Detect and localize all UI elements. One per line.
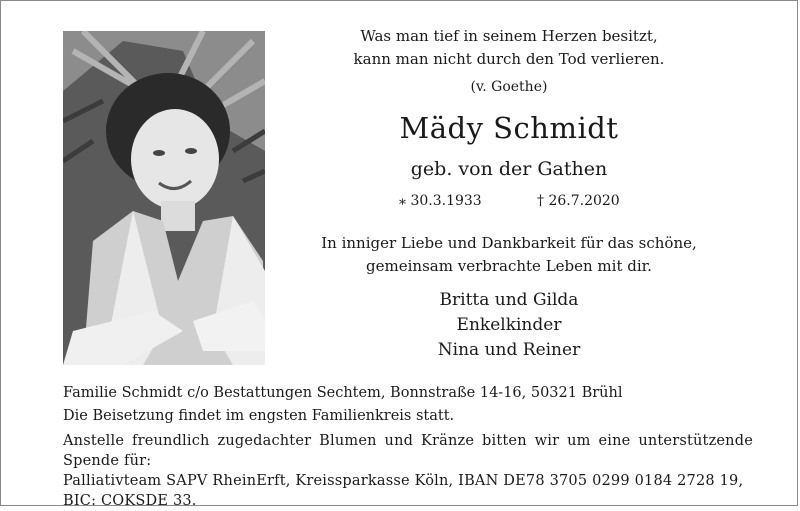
thanks-line: In inniger Liebe und Dankbarkeit für das schöne, <box>321 234 697 252</box>
birth-star-icon: * <box>399 197 406 213</box>
goethe-quote <box>301 25 717 71</box>
mourner-item: Nina und Reiner <box>437 340 581 360</box>
birth-date <box>399 193 482 213</box>
maiden-name: geb. von der Gathen <box>410 158 608 180</box>
donation-line: BIC: COKSDE 33. <box>63 493 197 509</box>
mourner-item: Britta und Gilda <box>439 290 579 310</box>
deceased-name: Mädy Schmidt <box>399 111 619 145</box>
donation-line: Palliativteam SAPV RheinErft, Kreissparkasse Köln, IBAN DE78 3705 0299 0184 2728 19, <box>63 473 744 489</box>
thanks-text <box>301 232 717 278</box>
funeral-note: Die Beisetzung findet im engsten Familienkreis statt. <box>63 408 455 424</box>
cross-icon: † <box>537 193 544 209</box>
death-date-value: 26.7.2020 <box>548 193 620 209</box>
family-address: Familie Schmidt c/o Bestattungen Sechtem, Bonnstraße 14-16, 50321 Brühl <box>63 385 623 401</box>
quote-author: (v. Goethe) <box>470 79 548 95</box>
donation-line: Anstelle freundlich zugedachter Blumen und Kränze bitten wir um eine unterstützende Spende für: <box>63 433 753 469</box>
quote-line: Was man tief in seinem Herzen besitzt, <box>360 27 658 45</box>
portrait-photo <box>63 31 265 365</box>
death-date <box>537 193 620 209</box>
mourner-item: Enkelkinder <box>456 315 562 335</box>
birth-date-value: 30.3.1933 <box>410 193 482 209</box>
mourners-list <box>301 288 717 363</box>
donation-note <box>63 431 753 511</box>
quote-line: kann man nicht durch den Tod verlieren. <box>353 50 665 68</box>
thanks-line: gemeinsam verbrachte Leben mit dir. <box>366 257 652 275</box>
